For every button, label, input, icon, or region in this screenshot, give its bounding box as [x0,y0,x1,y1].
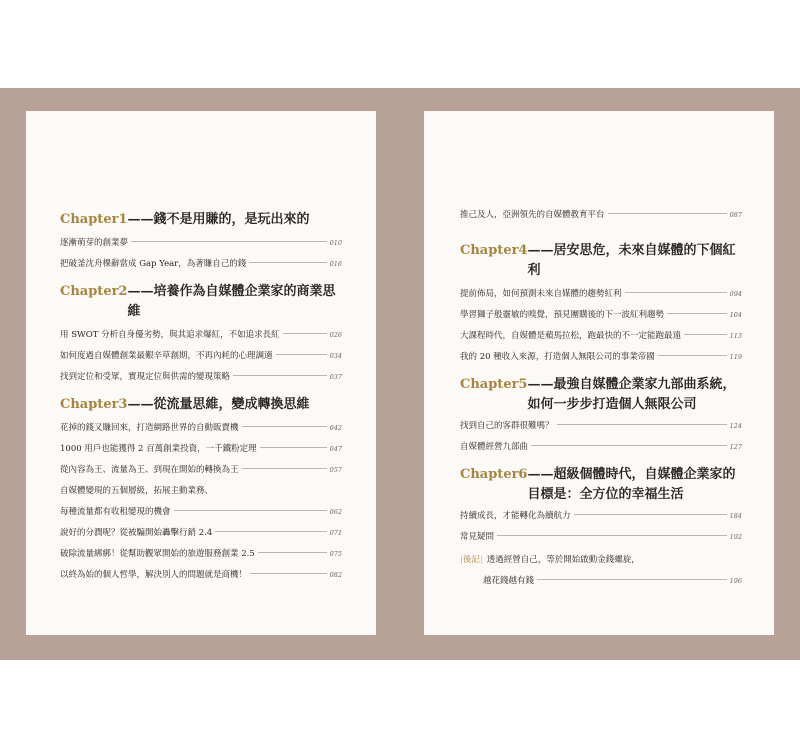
entry-title: 1000 用戶也能獲得 2 百萬創業投資，一千鐵粉定理 [60,444,257,454]
entry-title: 如何度過自媒體創業最艱辛草創期，不再內耗的心理調適 [60,351,273,361]
toc-entry[interactable] [60,507,342,518]
entry-title: 自媒體經營九部曲 [460,442,529,452]
toc-entry[interactable] [60,351,342,362]
leader-line [497,535,727,536]
leader-line [242,426,327,427]
entry-page: 010 [329,239,342,247]
epilogue-label: |後記| [460,555,483,565]
entry-page: 047 [329,445,342,453]
chapter-label: Chapter2 [60,284,128,299]
entry-page: 075 [329,550,342,558]
epilogue-entry[interactable] [460,555,742,587]
toc-entry[interactable] [460,310,742,321]
entry-title: 我的 20 種收入來源，打造個人無限公司的事業帝國 [460,352,655,362]
toc-entry[interactable] [60,423,342,434]
toc-entry[interactable] [460,210,742,221]
leader-line [574,514,727,515]
entry-title: 學習獅子般靈敏的嗅覺，預見團購後的下一波紅利趨勢 [460,310,665,320]
entry-page: 082 [329,571,342,579]
entry-page: 127 [729,443,742,451]
entry-title: 找到自己的客群很難嗎？ [460,421,554,431]
epilogue-text: 透過經營自己，等於開始啟動金錢螺旋， [486,555,640,565]
leader-line [258,552,327,553]
toc-entry[interactable] [460,352,742,363]
chapter-4 [460,241,742,363]
entry-title: 說好的分潤呢？從被騙開始轟擊行銷 2.4 [60,528,213,538]
entry-page: 196 [729,577,742,585]
leader-line [174,510,327,511]
entry-title: 花掉的錢又賺回來，打造網路世界的自動販賣機 [60,423,239,433]
entry-page: 104 [729,311,742,319]
entry-page: 094 [729,290,742,298]
entry-title: 提前佈局，如何預測未來自媒體的趨勢紅利 [460,289,622,299]
entry-page: 184 [729,512,742,520]
leader-line [557,424,727,425]
leader-line [249,262,326,263]
toc-entry[interactable] [460,532,742,543]
chapter-3-heading [60,395,342,415]
leader-line [242,468,327,469]
chapter-title: ——超級個體時代，自媒體企業家的目標是：全方位的幸福生活 [527,467,736,502]
toc-entry[interactable] [60,259,342,270]
epilogue-first-line [460,555,742,566]
chapter-label: Chapter1 [60,212,128,227]
chapter-label: Chapter6 [460,467,528,482]
toc-entry[interactable] [60,570,342,581]
entry-title: 以終為始的個人哲學，解決別人的問題就是商機！ [60,570,248,580]
entry-page: 057 [329,466,342,474]
leader-line [283,333,327,334]
toc-entry[interactable] [60,444,342,455]
toc-entry[interactable] [60,486,342,497]
chapter-title: ——培養作為自媒體企業家的商業思維 [127,284,336,319]
chapter-4-heading [460,241,742,281]
chapter-label: Chapter4 [460,243,528,258]
chapter-2-heading [60,282,342,322]
toc-entry[interactable] [60,372,342,383]
chapter-5-heading [460,375,742,415]
leader-line [667,313,727,314]
entry-page: 087 [729,211,742,219]
epilogue-second-line [460,576,742,587]
chapter-5 [460,375,742,453]
entry-title: 逐漸萌芽的創業夢 [60,238,129,248]
leader-line [131,241,327,242]
toc-entry[interactable] [60,465,342,476]
entry-title: 大課程時代，自媒體是蘋馬拉松，跑最快的不一定能跑最遠 [460,331,682,341]
chapter-title: ——從流量思維，變成轉換思維 [127,397,310,412]
leader-line [260,447,327,448]
toc-entry[interactable] [460,511,742,522]
entry-page: 037 [329,373,342,381]
toc-entry[interactable] [460,421,742,432]
entry-title: 越花錢越有錢 [483,576,535,586]
toc-entry[interactable] [60,549,342,560]
chapter-6-heading [460,465,742,505]
chapter-6 [460,465,742,543]
entry-title: 每種流量都有收租變現的機會 [60,507,171,517]
entry-page: 042 [329,424,342,432]
leader-line [233,375,327,376]
toc-entry[interactable] [460,331,742,342]
leader-line [250,573,327,574]
chapter-label: Chapter3 [60,397,128,412]
entry-page: 192 [729,533,742,541]
leader-line [658,355,727,356]
leader-line [684,334,727,335]
leader-line [531,445,727,446]
leader-line [537,579,727,580]
entry-title: 持續成長，才能轉化為續航力 [460,511,571,521]
toc-entry[interactable] [460,289,742,300]
entry-title: 從內容為王、流量為王、到現在開始的轉換為王 [60,465,239,475]
left-toc-column [60,210,342,593]
toc-entry[interactable] [60,528,342,539]
entry-title: 找到定位和受眾，實現定位與供需的變現策略 [60,372,231,382]
chapter-label: Chapter5 [460,377,528,392]
right-toc-column [460,210,742,587]
entry-page: 113 [729,332,742,340]
entry-title: 自媒體變現的五個層級，拓展主動業務、 [60,486,214,496]
toc-entry[interactable] [60,330,342,341]
toc-entry[interactable] [60,238,342,249]
chapter-title: ——錢不是用賺的，是玩出來的 [127,212,310,227]
leader-line [608,213,727,214]
entry-title: 用 SWOT 分析自身優劣勢，與其追求爆紅，不如追求長紅 [60,330,280,340]
entry-title: 推己及人，亞洲領先的自媒體教育平台 [460,210,605,220]
entry-page: 071 [329,529,342,537]
entry-title: 破除流量綁綁！從幫助觀眾開始的旅遊服務創業 2.5 [60,549,255,559]
entry-title: 把破釜沈舟棵辭當成 Gap Year，為著賺自己的錢 [60,259,247,269]
entry-page: 026 [329,331,342,339]
leader-line [215,531,326,532]
entry-page: 124 [729,422,742,430]
toc-entry[interactable] [460,442,742,453]
entry-page: 119 [729,353,742,361]
leader-line [625,292,727,293]
chapter-title: ——最強自媒體企業家九部曲系統，如何一步步打造個人無限公司 [527,377,736,412]
entry-page: 034 [329,352,342,360]
chapter-title: ——居安思危，未來自媒體的下個紅利 [527,243,736,278]
chapter-2 [60,282,342,383]
leader-line [276,354,327,355]
chapter-3 [60,395,342,581]
chapter-1 [60,210,342,270]
entry-page: 016 [329,260,342,268]
chapter-1-heading [60,210,342,230]
entry-title: 常見疑問 [460,532,495,542]
entry-page: 062 [329,508,342,516]
